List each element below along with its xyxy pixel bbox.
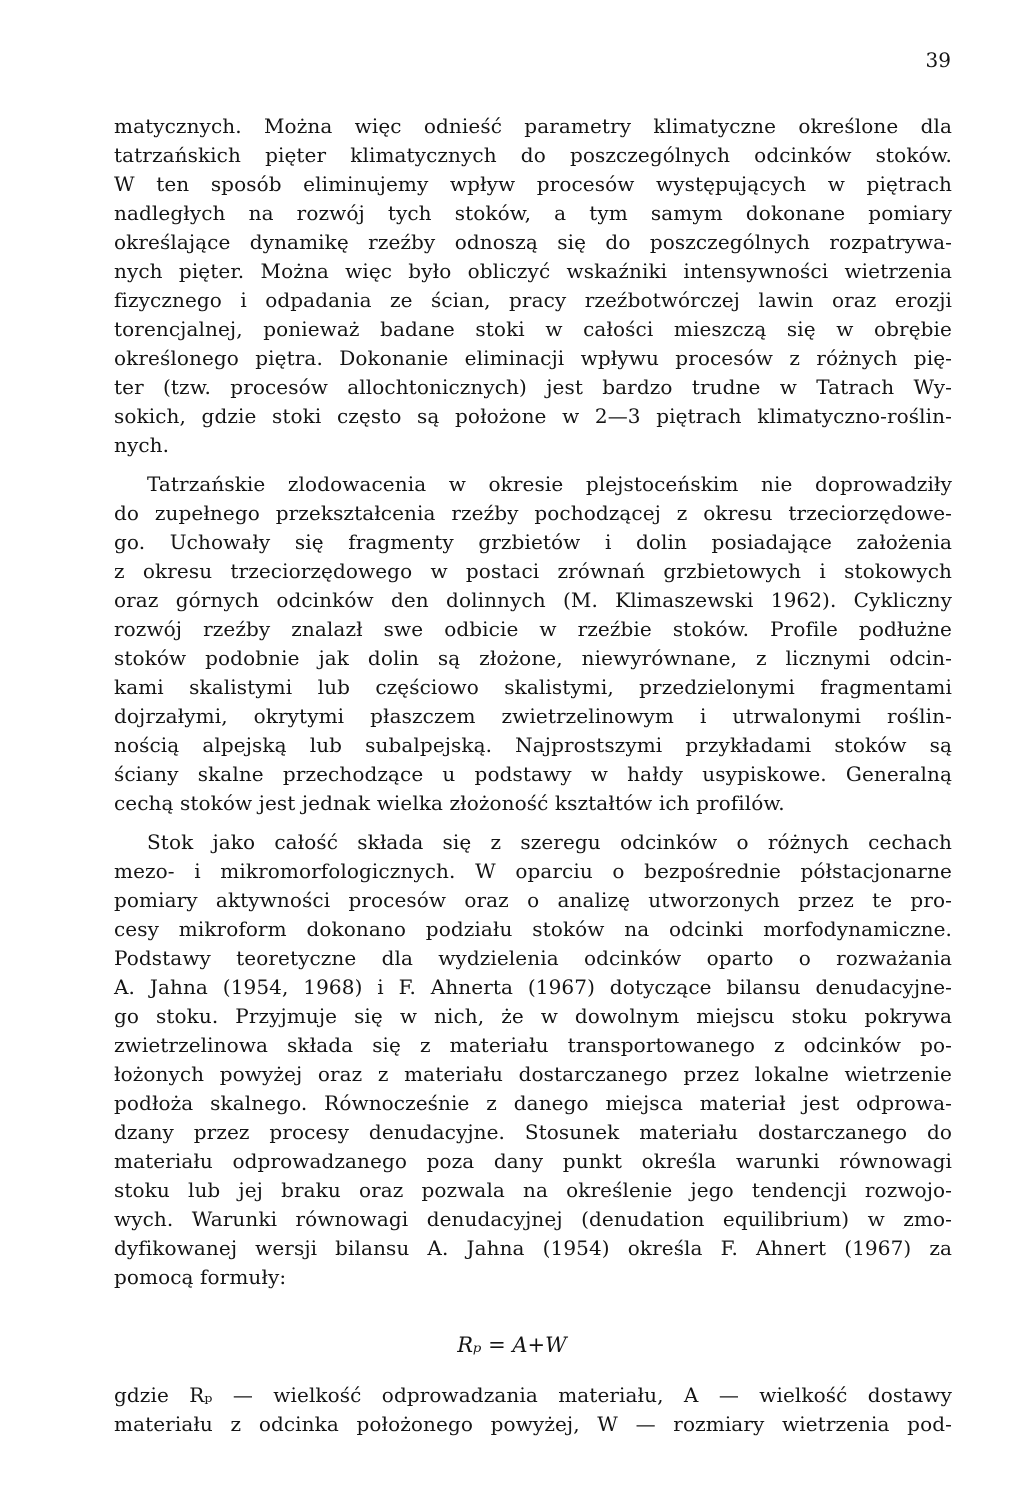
text-line: A. Jahna (1954, 1968) i F. Ahnerta (1967) dotyczące bilansu denudacyjne- [114,975,952,999]
text-line: materiału z odcinka położonego powyżej, W — rozmiary wietrzenia pod- [114,1412,952,1436]
text-line: stoku lub jej braku oraz pozwala na określenie jego tendencji rozwojo- [114,1178,952,1202]
text-line: materiału odprowadzanego poza dany punkt określa warunki równowagi [114,1149,952,1173]
text-line: fizycznego i odpadania ze ścian, pracy rzeźbotwórczej lawin oraz erozji [114,288,952,312]
text-line: do zupełnego przekształcenia rzeźby pochodzącej z okresu trzeciorzędowe- [114,501,952,525]
text-line: podłoża skalnego. Równocześnie z danego miejsca materiał jest odprowa- [114,1091,952,1115]
text-line: ter (tzw. procesów allochtonicznych) jest bardzo trudne w Tatrach Wy- [114,375,952,399]
text-line: oraz górnych odcinków den dolinnych (M. Klimaszewski 1962). Cykliczny [114,588,952,612]
text-line: sokich, gdzie stoki często są położone w 2—3 piętrach klimatyczno-roślin- [114,404,952,428]
text-line: torencjalnej, ponieważ badane stoki w całości mieszczą się w obrębie [114,317,952,341]
text-line: gdzie Rₚ — wielkość odprowadzania materiału, A — wielkość dostawy [114,1383,952,1407]
text-line: kami skalistymi lub częściowo skalistymi, przedzielonymi fragmentami [114,675,952,699]
text-line: dyfikowanej wersji bilansu A. Jahna (1954) określa F. Ahnert (1967) za [114,1236,952,1260]
text-line: nością alpejską lub subalpejską. Najprostszymi przykładami stoków są [114,733,952,757]
text-line: z okresu trzeciorzędowego w postaci zrównań grzbietowych i stokowych [114,559,952,583]
text-line: nych pięter. Można więc było obliczyć wskaźniki intensywności wietrzenia [114,259,952,283]
page-number: 39 [925,48,951,72]
text-line: wych. Warunki równowagi denudacyjnej (denudation equilibrium) w zmo- [114,1207,952,1231]
paragraph-start: Stok jako całość składa się z szeregu odcinków o różnych cechach [147,830,952,854]
text-line: matycznych. Można więc odnieść parametry klimatyczne określone dla [114,114,952,138]
formula: Rₚ = A+W [457,1333,567,1357]
text-line: go stoku. Przyjmuje się w nich, że w dowolnym miejscu stoku pokrywa [114,1004,952,1028]
text-line: mezo- i mikromorfologicznych. W oparciu o bezpośrednie półstacjonarne [114,859,952,883]
text-line: rozwój rzeźby znalazł swe odbicie w rzeźbie stoków. Profile podłużne [114,617,952,641]
text-line: zwietrzelinowa składa się z materiału transportowanego z odcinków po- [114,1033,952,1057]
text-line: ściany skalne przechodzące u podstawy w hałdy usypiskowe. Generalną [114,762,952,786]
text-line: dzany przez procesy denudacyjne. Stosunek materiału dostarczanego do [114,1120,952,1144]
paragraph-start: Tatrzańskie zlodowacenia w okresie plejstoceńskim nie doprowadziły [147,472,952,496]
text-line: określonego piętra. Dokonanie eliminacji wpływu procesów z różnych pię- [114,346,952,370]
text-line: pomiary aktywności procesów oraz o analizę utworzonych przez te pro- [114,888,952,912]
text-line: go. Uchowały się fragmenty grzbietów i dolin posiadające założenia [114,530,952,554]
text-line: nych. [114,433,170,457]
text-line: stoków podobnie jak dolin są złożone, niewyrównane, z licznymi odcin- [114,646,952,670]
text-line: cesy mikroform dokonano podziału stoków na odcinki morfodynamiczne. [114,917,952,941]
text-line: tatrzańskich pięter klimatycznych do poszczególnych odcinków stoków. [114,143,952,167]
text-line: określające dynamikę rzeźby odnoszą się do poszczególnych rozpatrywa- [114,230,952,254]
text-line: nadległych na rozwój tych stoków, a tym samym dokonane pomiary [114,201,952,225]
text-line: Podstawy teoretyczne dla wydzielenia odcinków oparto o rozważania [114,946,952,970]
text-line: dojrzałymi, okrytymi płaszczem zwietrzelinowym i utrwalonymi roślin- [114,704,952,728]
text-line: cechą stoków jest jednak wielka złożoność kształtów ich profilów. [114,791,785,815]
text-line: pomocą formuły: [114,1265,287,1289]
text-line: łożonych powyżej oraz z materiału dostarczanego przez lokalne wietrzenie [114,1062,952,1086]
text-line: W ten sposób eliminujemy wpływ procesów występujących w piętrach [114,172,952,196]
